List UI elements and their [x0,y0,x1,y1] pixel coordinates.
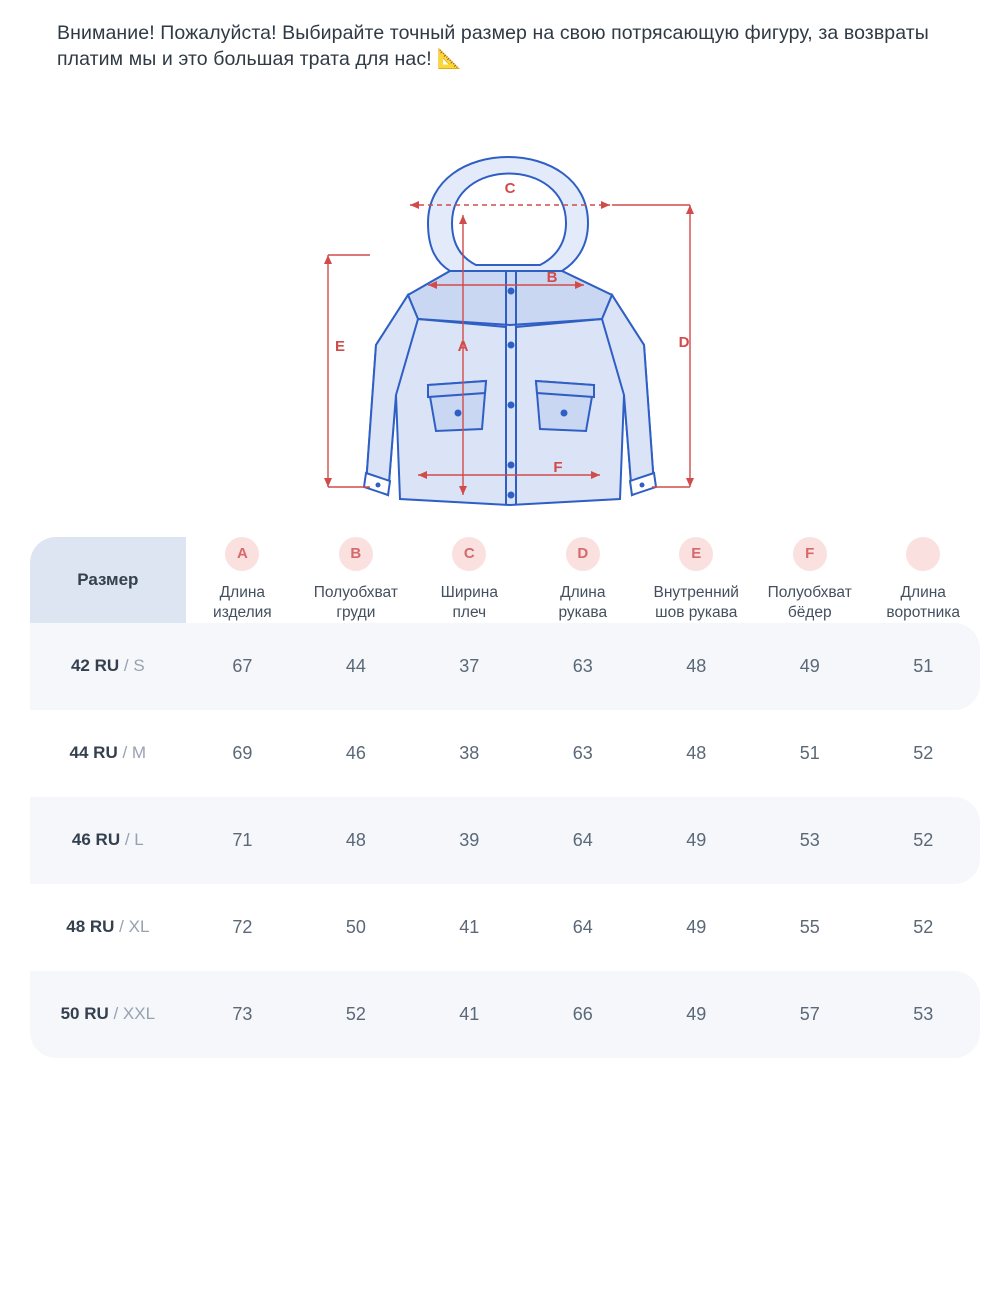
table-row [30,971,980,1058]
row-size-48 [30,884,186,971]
header-col-a-line2: изделия [213,603,272,621]
header-col-e-line1: Внутренний [653,584,739,601]
badge-a: A [225,537,259,571]
header-col-c [413,537,526,623]
cell-48-b: 50 [299,884,412,971]
cell-50-e: 49 [640,971,753,1058]
row-size-42 [30,623,186,710]
table-row [30,623,980,710]
header-col-a-line1: Длина [219,584,266,601]
header-col-collar-line2: воротника [886,603,961,621]
table-row [30,710,980,797]
cell-42-collar: 51 [866,623,980,710]
cell-42-c: 37 [413,623,526,710]
header-col-f [753,537,866,623]
cell-48-collar: 52 [866,884,980,971]
header-col-e-line2: шов рукава [655,603,738,621]
size-ru: 46 RU [71,830,121,850]
table-header [30,537,980,623]
table-row [30,884,980,971]
table-body [30,623,980,1058]
cell-48-e: 49 [640,884,753,971]
cell-44-b: 46 [299,710,412,797]
header-col-e [640,537,753,623]
size-intl: / XL [119,917,150,937]
badge-e: E [679,537,713,571]
header-col-collar-line1: Длина [900,584,946,601]
header-col-c-line1: Ширина [440,584,498,601]
size-intl: / M [122,743,147,763]
cell-48-f: 55 [753,884,866,971]
cell-48-c: 41 [413,884,526,971]
size-intl: / L [124,830,144,850]
cell-44-f: 51 [753,710,866,797]
cell-42-f: 49 [753,623,866,710]
header-col-c-line2: плеч [452,603,487,621]
cell-46-c: 39 [413,797,526,884]
table-row [30,797,980,884]
badge-f: F [793,537,827,571]
cell-44-a: 69 [186,710,299,797]
row-size-50 [30,971,186,1058]
badge-collar [906,537,940,571]
cell-44-d: 63 [526,710,639,797]
label-d: D [678,334,690,351]
cell-46-a: 71 [186,797,299,884]
notice-text: Внимание! Пожалуйста! Выбирайте точный размер на свою потрясающую фигуру, за возвраты платим мы и это большая трата для нас! 📐 [57,22,929,71]
label-f: F [553,459,563,476]
cell-46-collar: 52 [866,797,980,884]
cell-42-a: 67 [186,623,299,710]
cell-50-b: 52 [299,971,412,1058]
cell-50-collar: 53 [866,971,980,1058]
jacket-measurement-diagram [300,95,720,525]
header-col-b [299,537,412,623]
cell-42-d: 63 [526,623,639,710]
cell-44-c: 38 [413,710,526,797]
label-e: E [334,338,346,355]
size-ru: 42 RU [70,656,120,676]
header-col-f-line1: Полуобхват [767,584,852,601]
cell-42-e: 48 [640,623,753,710]
cell-50-f: 57 [753,971,866,1058]
cell-46-f: 53 [753,797,866,884]
cell-50-d: 66 [526,971,639,1058]
header-col-a [186,537,299,623]
header-col-b-line1: Полуобхват [313,584,398,601]
cell-48-d: 64 [526,884,639,971]
header-col-d-line1: Длина [560,584,606,601]
size-intl: / XXL [113,1004,156,1024]
size-table [30,537,980,1058]
header-col-f-line2: бёдер [787,603,832,621]
cell-50-a: 73 [186,971,299,1058]
size-table-wrap [30,537,980,1058]
label-c: C [504,180,516,197]
cell-48-a: 72 [186,884,299,971]
cell-50-c: 41 [413,971,526,1058]
cell-42-b: 44 [299,623,412,710]
badge-c: C [452,537,486,571]
size-ru: 44 RU [69,743,118,763]
size-ru: 50 RU [60,1004,109,1024]
label-a: A [457,338,469,355]
row-size-44 [30,710,186,797]
row-size-46 [30,797,186,884]
header-col-d-line2: рукава [558,603,608,621]
header-col-d [526,537,639,623]
header-col-collar [866,537,980,623]
badge-b: B [339,537,373,571]
label-b: B [546,269,558,286]
header-col-b-line2: груди [336,603,376,621]
cell-46-b: 48 [299,797,412,884]
cell-46-e: 49 [640,797,753,884]
header-size: Размер [30,537,186,623]
cell-44-collar: 52 [866,710,980,797]
cell-44-e: 48 [640,710,753,797]
badge-d: D [566,537,600,571]
cell-46-d: 64 [526,797,639,884]
size-ru: 48 RU [66,917,115,937]
size-intl: / S [123,656,145,676]
